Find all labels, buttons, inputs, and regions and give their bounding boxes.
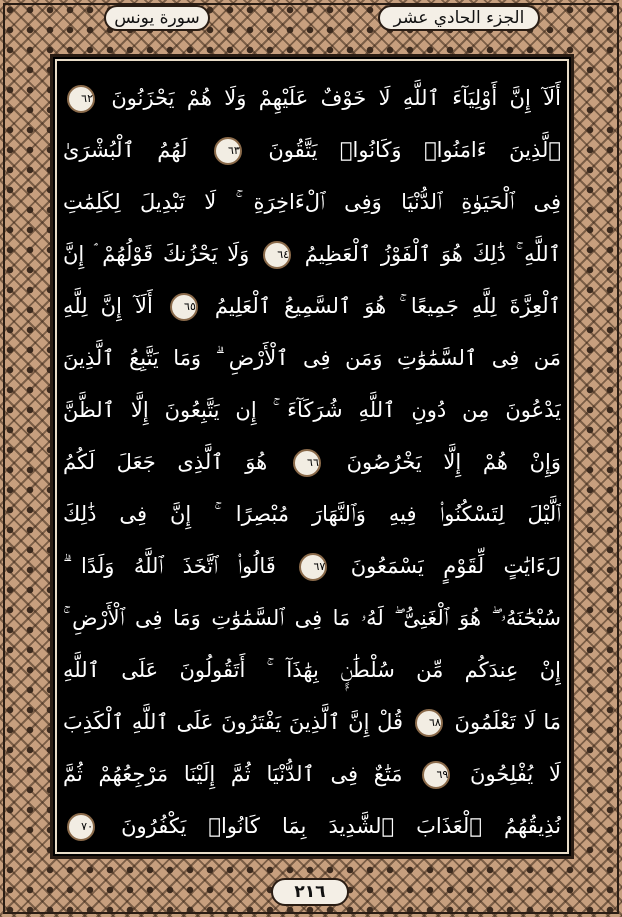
verse-text: هُوَ ٱلَّذِى جَعَلَ لَكُمُ bbox=[63, 450, 268, 474]
surah-name-label bbox=[104, 5, 210, 31]
verse-text: وَإِنْ هُمْ إِلَّا يَخْرُصُونَ bbox=[346, 450, 561, 474]
quran-text-panel bbox=[50, 54, 574, 859]
verse-text: مَا لَا تَعْلَمُونَ bbox=[454, 710, 561, 734]
verse-text: نُذِيقُهُمُ ٱلْعَذَابَ ٱلشَّدِيدَ بِمَا كَانُوا۟ يَكْفُرُونَ bbox=[121, 814, 561, 838]
ayah-number-marker: ٦٢ bbox=[67, 85, 95, 113]
verse-text: ٱللَّهِ ۚ ذَٰلِكَ هُوَ ٱلْفَوْزُ ٱلْعَظِيمُ bbox=[304, 242, 561, 266]
ayah-number-marker: ٦٤ bbox=[263, 241, 291, 269]
verse-text: ٱلَّذِينَ ءَامَنُوا۟ وَكَانُوا۟ يَتَّقُونَ bbox=[268, 138, 561, 162]
surah-name-text: سورة يونس bbox=[114, 8, 200, 28]
juz-text: الجزء الحادي عشر bbox=[393, 8, 525, 28]
verse-text: لَءَايَٰتٍ لِّقَوْمٍ يَسْمَعُونَ bbox=[350, 554, 561, 578]
ayah-number-marker: ٦٦ bbox=[293, 449, 321, 477]
ayah-number-marker: ٦٩ bbox=[422, 761, 450, 789]
verse-text: أَلَآ إِنَّ أَوْلِيَآءَ ٱللَّهِ لَا خَوْفٌ عَلَيْهِمْ وَلَا هُمْ يَحْزَنُونَ bbox=[111, 86, 561, 110]
ayah-number-marker: ٦٧ bbox=[299, 553, 327, 581]
ayah-number-marker: ٦٨ bbox=[415, 709, 443, 737]
page-number-text: ٢١٦ bbox=[294, 882, 326, 902]
verse-text: يَدْعُونَ مِن دُونِ ٱللَّهِ شُرَكَآءَ ۚ إِن يَتَّبِعُونَ إِلَّا ٱلظَّنَّ bbox=[63, 398, 561, 422]
juz-label bbox=[378, 5, 540, 31]
ayah-number-marker: ٧٠ bbox=[67, 813, 95, 841]
verse-text: ٱلْعِزَّةَ لِلَّهِ جَمِيعًا ۚ هُوَ ٱلسَّمِيعُ ٱلْعَلِيمُ bbox=[214, 294, 561, 318]
text-line bbox=[63, 795, 561, 857]
verse-text: فِى ٱلْحَيَوٰةِ ٱلدُّنْيَا وَفِى ٱلْءَاخِرَةِ ۚ لَا تَبْدِيلَ لِكَلِمَٰتِ bbox=[63, 190, 561, 214]
verse-text: وَلَا يَحْزُنكَ قَوْلُهُمْ ۘ إِنَّ bbox=[63, 242, 250, 266]
verse-text: سُبْحَٰنَهُۥ ۖ هُوَ ٱلْغَنِىُّ ۖ لَهُۥ مَا فِى ٱلسَّمَٰوَٰتِ وَمَا فِى ٱلْأَرْضِ ۚ bbox=[63, 606, 561, 630]
verse-text: ٱلَّيْلَ لِتَسْكُنُوا۟ فِيهِ وَٱلنَّهَارَ مُبْصِرًا ۚ إِنَّ فِى ذَٰلِكَ bbox=[63, 502, 561, 526]
verse-text: أَلَآ إِنَّ لِلَّهِ bbox=[63, 294, 153, 318]
verse-text: مَن فِى ٱلسَّمَٰوَٰتِ وَمَن فِى ٱلْأَرْضِ ۗ وَمَا يَتَّبِعُ ٱلَّذِينَ bbox=[63, 346, 561, 370]
verse-text: قُلْ إِنَّ ٱلَّذِينَ يَفْتَرُونَ عَلَى ٱللَّهِ ٱلْكَذِبَ bbox=[63, 710, 404, 734]
verse-text: لَا يُفْلِحُونَ bbox=[470, 762, 561, 786]
ayah-number-marker: ٦٥ bbox=[170, 293, 198, 321]
verse-text: لَهُمُ ٱلْبُشْرَىٰ bbox=[63, 138, 188, 162]
page-number-label bbox=[271, 878, 349, 906]
verse-text: مَتَٰعٌ فِى ٱلدُّنْيَا ثُمَّ إِلَيْنَا مَرْجِعُهُمْ ثُمَّ bbox=[63, 762, 403, 786]
verse-text: قَالُوا۟ ٱتَّخَذَ ٱللَّهُ وَلَدًا ۗ bbox=[63, 554, 276, 578]
verse-text: إِنْ عِندَكُم مِّن سُلْطَٰنٍۭ بِهَٰذَآ ۚ أَتَقُولُونَ عَلَى ٱللَّهِ bbox=[63, 658, 561, 682]
ayah-number-marker: ٦٣ bbox=[214, 137, 242, 165]
